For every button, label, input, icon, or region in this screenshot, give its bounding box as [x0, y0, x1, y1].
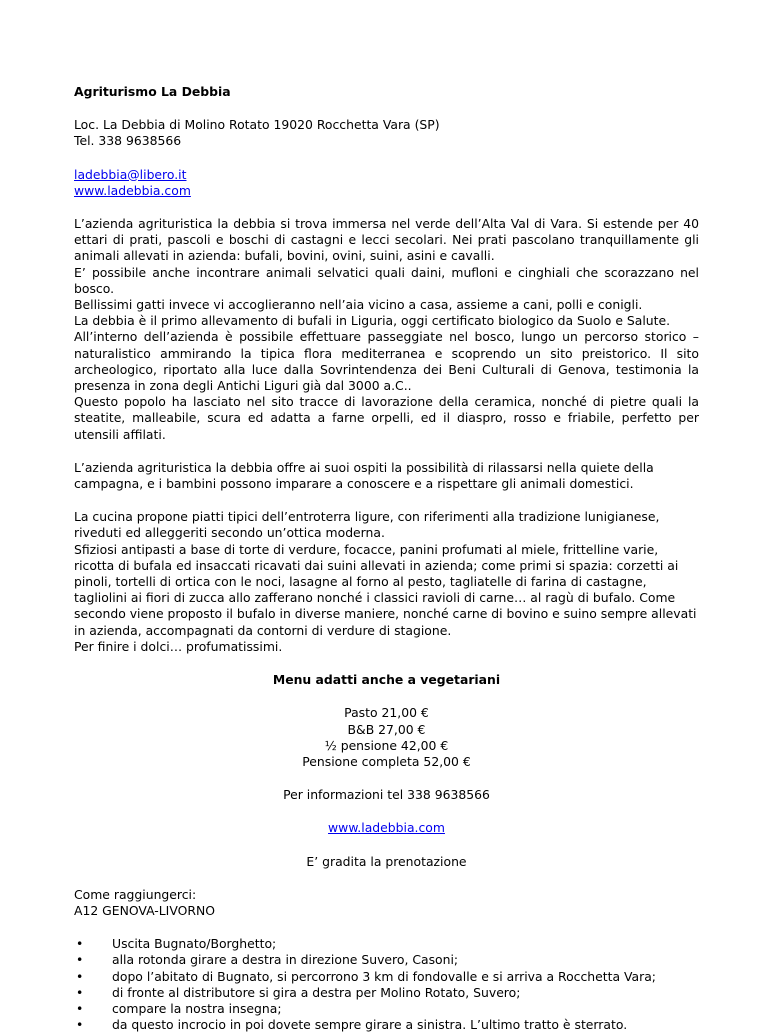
- price-item: Pasto 21,00 €: [344, 705, 429, 721]
- list-item: [76, 952, 699, 968]
- step-text: da questo incrocio in poi dovete sempre girare a sinistra. L’ultimo tratto è sterrato.: [112, 1017, 628, 1033]
- directions-section: [74, 887, 699, 1033]
- intro-section: [74, 216, 699, 443]
- intro-paragraph: All’interno dell’azienda è possibile effettuare passeggiate nel bosco, lungo un percorso storico – naturalistico ammirando la tipica flora mediterranea e scoprendo un sito preistorico. Il sito archeologico, riportato alla luce dalla Sovrintendenza dei Beni Culturali di Genova, testimonia la presenza in zona degli Antichi Liguri già dal 3000 a.C..: [74, 329, 699, 394]
- cuisine-paragraph: Sfiziosi antipasti a base di torte di verdure, focacce, panini profumati al miele, frittelline varie, ricotta di bufala ed insaccati ricavati dai suini allevati in azienda; come primi si spazia: corzetti ai pinoli, tortelli di ortica con le noci, lasagne al forno al pesto, tagliatelle di farina di castagne, tagliolini ai fiori di zucca allo zafferano nonché i classici ravioli di carne… al ragù di bufalo. Come secondo viene proposto il bufalo in diverse maniere, nonché carne di bovino e suino sempre allevati in azienda, accompagnati da contorni di verdure di stagione.: [74, 541, 697, 638]
- menu-heading: Menu adatti anche a vegetariani: [272, 672, 501, 688]
- bullet-icon: •: [76, 936, 84, 952]
- relax-paragraph: L’azienda agrituristica la debbia offre ai suoi ospiti la possibilità di rilassarsi nella quiete della campagna, e i bambini possono imparare a conoscere e a rispettare gli animali domestici.: [74, 459, 654, 492]
- document-title: Agriturismo La Debbia: [74, 84, 231, 99]
- address-block: [74, 117, 699, 149]
- contact-links: [74, 167, 699, 199]
- list-item: [76, 1017, 699, 1033]
- list-item: [76, 984, 699, 1001]
- booking-note: E’ gradita la prenotazione: [306, 853, 467, 869]
- phone-line: Tel. 338 9638566: [74, 133, 182, 149]
- list-item: [76, 1000, 699, 1017]
- directions-list: [74, 936, 699, 1033]
- email-link[interactable]: ladebbia@libero.it: [74, 166, 187, 182]
- price-item: ½ pensione 42,00 €: [324, 737, 449, 753]
- intro-paragraph: Questo popolo ha lasciato nel sito tracce di lavorazione della ceramica, nonché di pietre quali la steatite, malleabile, scura ed adatta a farne orpelli, ed il diaspro, rosso e friabile, perfetto per utensili affilati.: [74, 394, 699, 442]
- price-item: Pensione completa 52,00 €: [302, 753, 471, 769]
- cuisine-paragraph: La cucina propone piatti tipici dell’entroterra ligure, con riferimenti alla tradizione lunigianese, riveduti ed alleggeriti secondo un’ottica moderna.: [74, 509, 660, 541]
- list-item: [76, 968, 699, 985]
- cuisine-paragraph: Per finire i dolci… profumatissimi.: [74, 638, 283, 654]
- step-text: di fronte al distributore si gira a destra per Molino Rotato, Suvero;: [112, 984, 521, 1000]
- website-link[interactable]: www.ladebbia.com: [74, 182, 191, 198]
- cuisine-section: [74, 509, 699, 655]
- intro-paragraph: E’ possibile anche incontrare animali selvatici quali daini, mufloni e cinghiali che scorazzano nel bosco.: [74, 264, 699, 296]
- intro-paragraph: La debbia è il primo allevamento di bufali in Liguria, oggi certificato biologico da Suolo e Salute.: [74, 313, 671, 329]
- bullet-icon: •: [76, 984, 84, 1000]
- bullet-icon: •: [76, 952, 84, 968]
- website-link-centered[interactable]: www.ladebbia.com: [328, 820, 445, 836]
- info-line: Per informazioni tel 338 9638566: [283, 787, 490, 803]
- directions-heading: Come raggiungerci:: [74, 886, 197, 902]
- address-line: Loc. La Debbia di Molino Rotato 19020 Rocchetta Vara (SP): [74, 117, 440, 133]
- step-text: compare la nostra insegna;: [112, 1000, 282, 1016]
- directions-road: A12 GENOVA-LIVORNO: [74, 902, 215, 918]
- bullet-icon: •: [76, 968, 84, 984]
- bullet-icon: •: [76, 1000, 84, 1016]
- list-item: [76, 936, 699, 952]
- price-list: [74, 705, 699, 770]
- step-text: dopo l’abitato di Bugnato, si percorrono 3 km di fondovalle e si arriva a Rocchetta Vara;: [112, 968, 656, 984]
- document-page: [74, 84, 699, 1033]
- intro-paragraph: L’azienda agrituristica la debbia si trova immersa nel verde dell’Alta Val di Vara. Si estende per 40 ettari di prati, pascoli e boschi di castagni e lecci secolari. Nei prati pascolano tranquillamente gli animali allevati in azienda: bufali, bovini, ovini, suini, asini e cavalli.: [74, 216, 699, 264]
- price-item: B&B 27,00 €: [347, 721, 426, 737]
- step-text: alla rotonda girare a destra in direzione Suvero, Casoni;: [112, 952, 459, 968]
- bullet-icon: •: [76, 1017, 84, 1033]
- intro-paragraph: Bellissimi gatti invece vi accoglieranno nell’aia vicino a casa, assieme a cani, polli e conigli.: [74, 297, 643, 313]
- step-text: Uscita Bugnato/Borghetto;: [112, 936, 277, 952]
